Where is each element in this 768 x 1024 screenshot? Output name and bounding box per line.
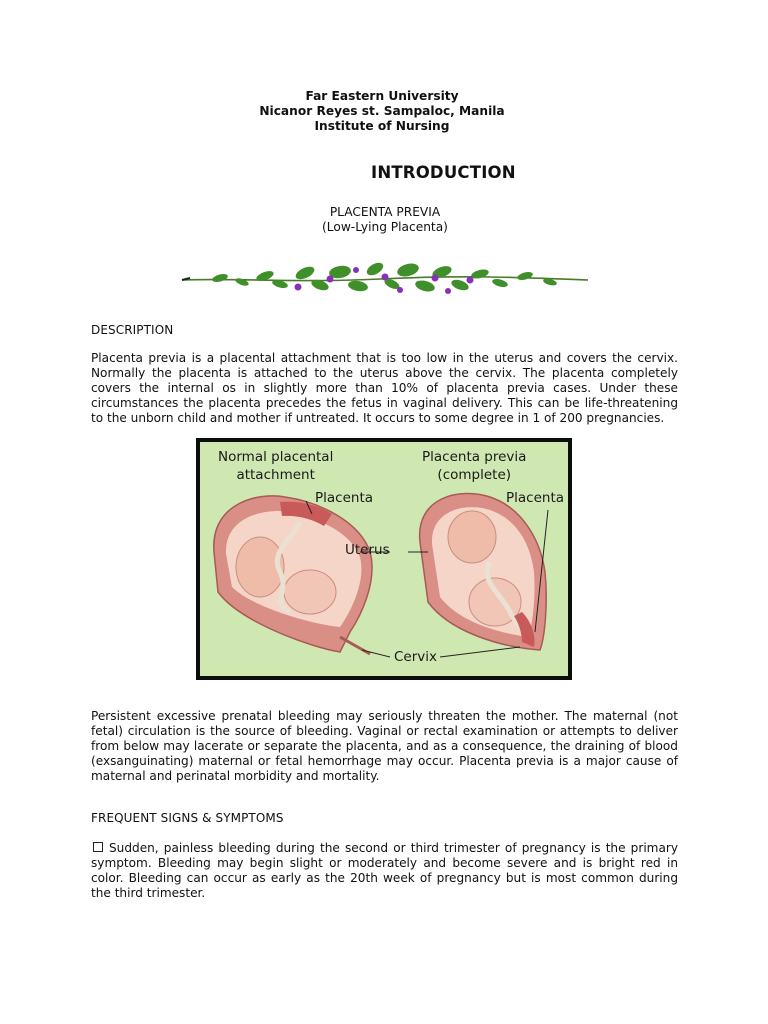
vine-divider-icon [180,258,590,298]
figure-label-placenta-right: Placenta [506,490,565,506]
description-paragraph: Placenta previa is a placental attachment that is too low in the uterus and covers the cervix. Normally the placenta is attached to the uterus above the cervix. The placenta completely covers the internal os in slightly more than 10% of placenta previa cases. Under these circumstances the placenta precedes the fetus in vaginal delivery. This can be life-threatening to the unborn child and mother if untreated. It occurs to some degree in 1 of 200 pregnancies. [91,351,678,425]
signs-item-1-text: Sudden, painless bleeding during the second or third trimester of pregnancy is the primary symptom. Bleeding may begin slight or moderately and become severe and is bright red in color. Bleeding can occur as early as the 20th week of pregnancy but is most common during the third trimester. [91,841,678,900]
figure-right-title-line1: Placenta previa [422,449,527,465]
topic-title: PLACENTA PREVIA [329,205,441,219]
introduction-heading: INTRODUCTION [371,163,516,182]
university-address: Nicanor Reyes st. Sampaloc, Manila [259,104,505,118]
topic-subtitle: (Low-Lying Placenta) [322,220,448,234]
institute-name: Institute of Nursing [314,119,450,133]
signs-item-1 [91,841,678,901]
bleeding-paragraph: Persistent excessive prenatal bleeding may seriously threaten the mother. The maternal (not fetal) circulation is the source of bleeding. Vaginal or rectal examination or attempts to deliver from below may lacerate or separate the placenta, and as a consequence, the draining of blood (exsanguinating) maternal or fetal hemorrhage may occur. Placenta previa is a major cause of maternal and perinatal morbidity and mortality. [91,709,678,783]
signs-heading: FREQUENT SIGNS & SYMPTOMS [91,811,284,825]
figure-label-uterus: Uterus [345,542,390,558]
institution-header [0,89,768,134]
figure-label-placenta-left: Placenta [315,490,374,506]
figure-left-title [218,448,333,484]
description-heading: DESCRIPTION [91,323,174,337]
placenta-figure [196,438,572,680]
figure-left-title-line2: attachment [236,467,315,483]
figure-right-title-line2: (complete) [437,467,512,483]
topic-title-block [0,205,768,235]
figure-right-title [422,448,526,484]
university-name: Far Eastern University [305,89,459,103]
figure-label-cervix: Cervix [394,649,438,665]
checkbox-bullet-icon [93,842,103,852]
figure-left-title-line1: Normal placental [218,449,334,465]
